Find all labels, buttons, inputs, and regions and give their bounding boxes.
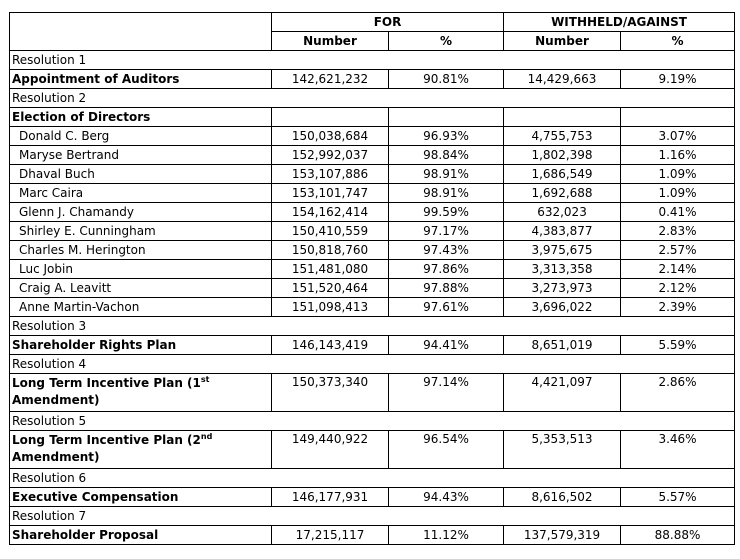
- for-number-cell: 154,162,414: [272, 203, 389, 222]
- resolution-row: [10, 70, 735, 89]
- against-number-cell: 137,579,319: [504, 526, 621, 545]
- against-percent-cell: 1.09%: [621, 165, 735, 184]
- for-number-cell: 149,440,922: [272, 431, 389, 469]
- resolution-label: Resolution 6: [10, 469, 735, 488]
- director-row: [10, 165, 735, 184]
- for-percent-cell: 98.91%: [389, 165, 504, 184]
- for-percent-cell: 11.12%: [389, 526, 504, 545]
- resolution-label-row: [10, 89, 735, 108]
- for-percent-cell: 99.59%: [389, 203, 504, 222]
- against-number-cell: 8,651,019: [504, 336, 621, 355]
- against-percent-cell: 2.39%: [621, 298, 735, 317]
- against-percent-cell: 1.16%: [621, 146, 735, 165]
- against-number-cell: 4,755,753: [504, 127, 621, 146]
- resolution-row: [10, 526, 735, 545]
- for-percent-cell: 96.93%: [389, 127, 504, 146]
- title-text: Long Term Incentive Plan (2: [12, 433, 201, 447]
- resolution-title: [10, 431, 272, 469]
- against-percent-cell: 2.14%: [621, 260, 735, 279]
- against-percent-cell: 2.57%: [621, 241, 735, 260]
- against-number-cell: 3,975,675: [504, 241, 621, 260]
- header-against-percent: %: [621, 32, 735, 51]
- for-number-cell: 150,410,559: [272, 222, 389, 241]
- director-name: Maryse Bertrand: [10, 146, 272, 165]
- against-number-cell: 1,692,688: [504, 184, 621, 203]
- against-number-cell: 1,686,549: [504, 165, 621, 184]
- director-name: Dhaval Buch: [10, 165, 272, 184]
- against-percent-cell: 3.46%: [621, 431, 735, 469]
- against-number-cell: 4,383,877: [504, 222, 621, 241]
- for-percent-cell: 94.43%: [389, 488, 504, 507]
- director-name: Anne Martin-Vachon: [10, 298, 272, 317]
- against-number-cell: 3,696,022: [504, 298, 621, 317]
- director-name: Charles M. Herington: [10, 241, 272, 260]
- for-number-cell: 150,818,760: [272, 241, 389, 260]
- resolution-title: [10, 374, 272, 412]
- director-row: [10, 222, 735, 241]
- title-text-end: Amendment): [12, 393, 100, 407]
- for-number-cell: 151,520,464: [272, 279, 389, 298]
- director-name: Donald C. Berg: [10, 127, 272, 146]
- director-name: Glenn J. Chamandy: [10, 203, 272, 222]
- header-for-number: Number: [272, 32, 389, 51]
- resolution-row: [10, 108, 735, 127]
- director-row: [10, 260, 735, 279]
- resolution-title: Shareholder Proposal: [10, 526, 272, 545]
- against-percent-cell: 5.59%: [621, 336, 735, 355]
- for-percent-cell: 97.17%: [389, 222, 504, 241]
- for-number-cell: 153,107,886: [272, 165, 389, 184]
- against-number-cell: 8,616,502: [504, 488, 621, 507]
- director-row: [10, 203, 735, 222]
- for-percent-cell: 90.81%: [389, 70, 504, 89]
- director-row: [10, 279, 735, 298]
- for-percent-cell: 96.54%: [389, 431, 504, 469]
- director-name: Shirley E. Cunningham: [10, 222, 272, 241]
- resolution-row: [10, 374, 735, 412]
- director-name: Craig A. Leavitt: [10, 279, 272, 298]
- against-percent-cell: 3.07%: [621, 127, 735, 146]
- for-number-cell: 142,621,232: [272, 70, 389, 89]
- for-percent-cell: 97.86%: [389, 260, 504, 279]
- against-percent-cell: 9.19%: [621, 70, 735, 89]
- director-row: [10, 184, 735, 203]
- for-number-cell: 152,992,037: [272, 146, 389, 165]
- for-percent-cell: 98.84%: [389, 146, 504, 165]
- director-row: [10, 241, 735, 260]
- resolution-title: Election of Directors: [10, 108, 272, 127]
- against-percent-cell: 2.12%: [621, 279, 735, 298]
- resolution-title: Shareholder Rights Plan: [10, 336, 272, 355]
- title-text-end: Amendment): [12, 450, 100, 464]
- resolution-label: Resolution 2: [10, 89, 735, 108]
- empty-cell: [272, 108, 389, 127]
- resolution-label: Resolution 4: [10, 355, 735, 374]
- against-number-cell: 632,023: [504, 203, 621, 222]
- resolution-title: Appointment of Auditors: [10, 70, 272, 89]
- director-row: [10, 298, 735, 317]
- for-number-cell: 150,373,340: [272, 374, 389, 412]
- against-number-cell: 3,313,358: [504, 260, 621, 279]
- for-percent-cell: 97.61%: [389, 298, 504, 317]
- title-text: Long Term Incentive Plan (1: [12, 376, 201, 390]
- against-percent-cell: 5.57%: [621, 488, 735, 507]
- resolution-label: Resolution 5: [10, 412, 735, 431]
- header-blank-cell: [10, 13, 272, 51]
- for-number-cell: 146,177,931: [272, 488, 389, 507]
- for-percent-cell: 97.43%: [389, 241, 504, 260]
- director-row: [10, 127, 735, 146]
- against-number-cell: 3,273,973: [504, 279, 621, 298]
- resolution-label-row: [10, 51, 735, 70]
- for-number-cell: 153,101,747: [272, 184, 389, 203]
- for-percent-cell: 97.14%: [389, 374, 504, 412]
- for-number-cell: 151,098,413: [272, 298, 389, 317]
- for-percent-cell: 97.88%: [389, 279, 504, 298]
- resolution-label-row: [10, 412, 735, 431]
- for-number-cell: 150,038,684: [272, 127, 389, 146]
- empty-cell: [389, 108, 504, 127]
- header-row-groups: [10, 13, 735, 32]
- against-number-cell: 5,353,513: [504, 431, 621, 469]
- header-for: FOR: [272, 13, 504, 32]
- resolution-label: Resolution 1: [10, 51, 735, 70]
- header-for-percent: %: [389, 32, 504, 51]
- title-ordinal-suffix: st: [200, 375, 210, 384]
- for-percent-cell: 98.91%: [389, 184, 504, 203]
- for-number-cell: 17,215,117: [272, 526, 389, 545]
- against-percent-cell: 1.09%: [621, 184, 735, 203]
- empty-cell: [621, 108, 735, 127]
- resolution-label-row: [10, 507, 735, 526]
- against-percent-cell: 0.41%: [621, 203, 735, 222]
- resolution-label: Resolution 3: [10, 317, 735, 336]
- against-percent-cell: 88.88%: [621, 526, 735, 545]
- against-number-cell: 4,421,097: [504, 374, 621, 412]
- against-number-cell: 14,429,663: [504, 70, 621, 89]
- against-percent-cell: 2.83%: [621, 222, 735, 241]
- resolution-row: [10, 431, 735, 469]
- resolution-label-row: [10, 355, 735, 374]
- resolution-title: Executive Compensation: [10, 488, 272, 507]
- against-number-cell: 1,802,398: [504, 146, 621, 165]
- resolution-row: [10, 488, 735, 507]
- header-against-number: Number: [504, 32, 621, 51]
- director-name: Marc Caira: [10, 184, 272, 203]
- empty-cell: [504, 108, 621, 127]
- resolution-label-row: [10, 469, 735, 488]
- header-withheld-against: WITHHELD/AGAINST: [504, 13, 735, 32]
- resolution-label: Resolution 7: [10, 507, 735, 526]
- voting-results-table: [9, 12, 735, 545]
- director-name: Luc Jobin: [10, 260, 272, 279]
- title-ordinal-suffix: nd: [200, 432, 213, 441]
- against-percent-cell: 2.86%: [621, 374, 735, 412]
- director-row: [10, 146, 735, 165]
- resolution-label-row: [10, 317, 735, 336]
- for-percent-cell: 94.41%: [389, 336, 504, 355]
- resolution-row: [10, 336, 735, 355]
- for-number-cell: 151,481,080: [272, 260, 389, 279]
- for-number-cell: 146,143,419: [272, 336, 389, 355]
